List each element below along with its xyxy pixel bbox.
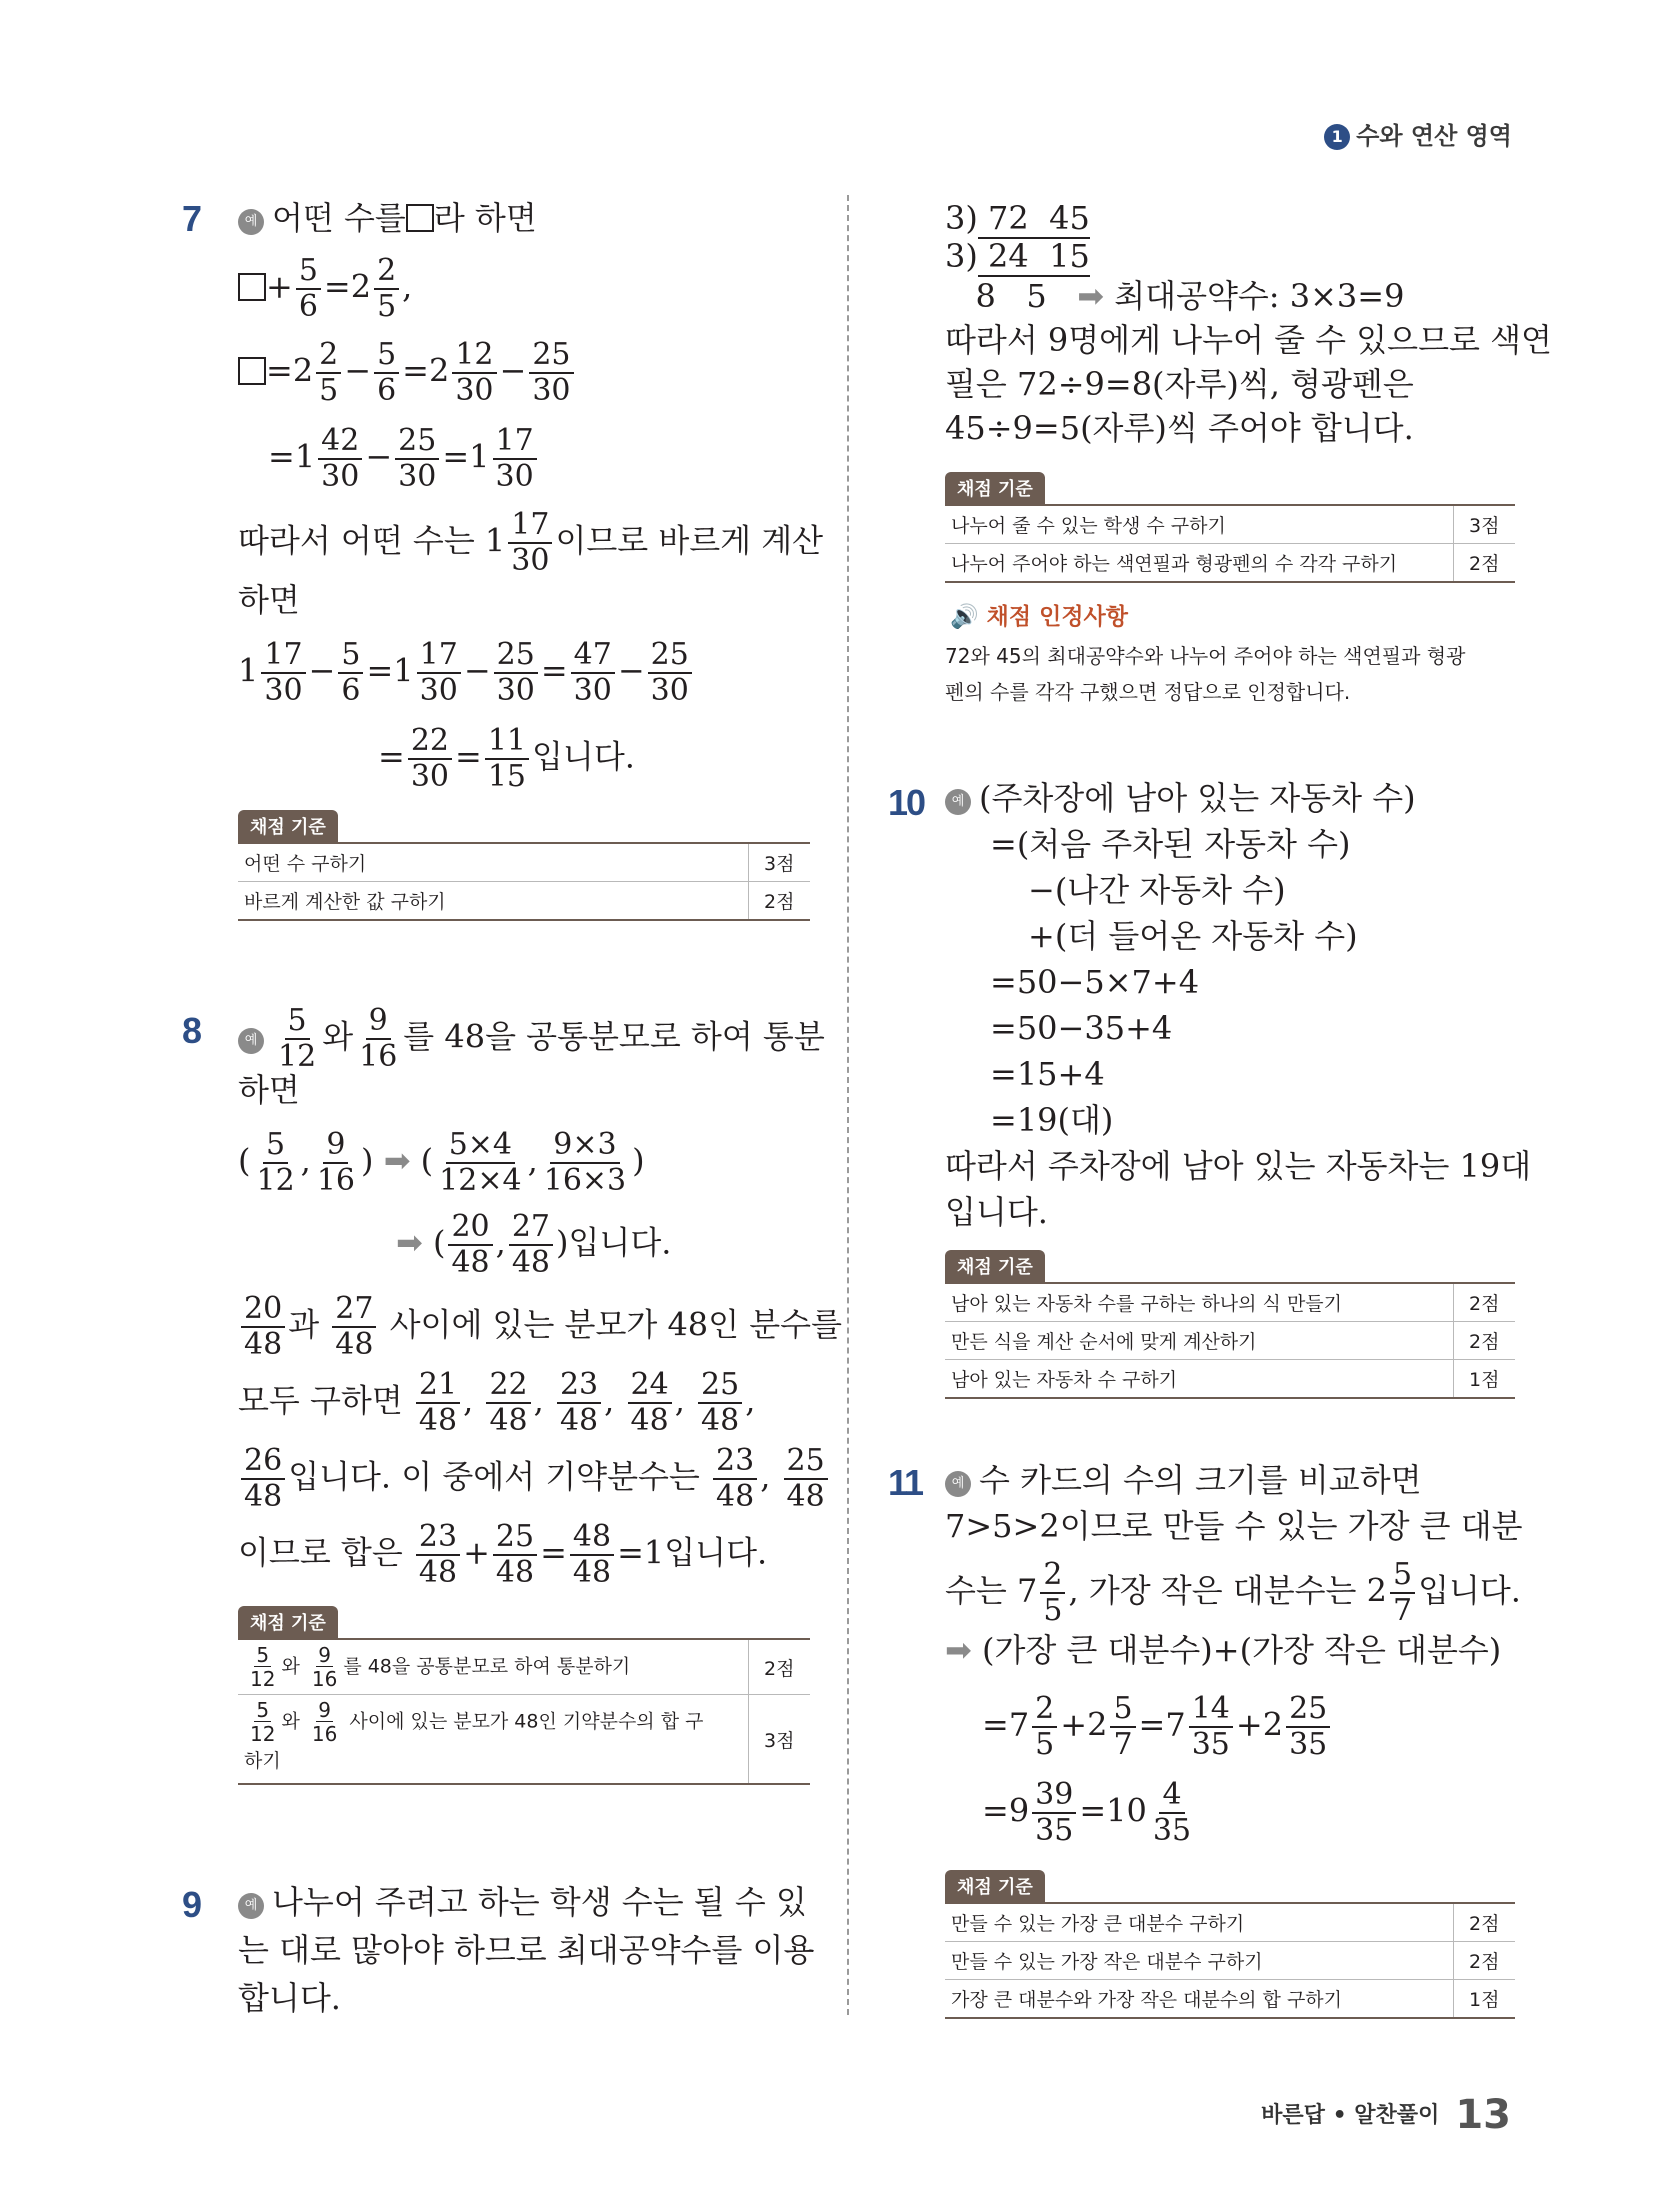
q9-result-line3: 45÷9=5(자루)씩 주어야 합니다. (945, 409, 1414, 447)
arrow-icon: ➡ (383, 1141, 411, 1180)
q8-number: 8 (182, 1010, 201, 1051)
q11-number: 11 (888, 1462, 923, 1503)
q10-number: 10 (888, 782, 925, 823)
q7-line5: 따라서 어떤 수는 1 $\frac{17}{30}$ 이므로 바르게 계산 (238, 507, 824, 578)
q7-line1: 예 어떤 수를 라 하면 (238, 196, 537, 240)
blank-box (238, 273, 266, 301)
blank-box (238, 357, 266, 385)
q7-line4: =1 $\frac{42}{30}$ − $\frac{25}{30}$ =1 $\frac{17}{30}$ (268, 426, 540, 492)
table-row: 남아 있는 자동차 수 구하기 1점 (945, 1360, 1515, 1399)
page-number: 13 (1455, 2092, 1511, 2138)
example-icon: 예 (945, 1471, 971, 1497)
example-icon: 예 (238, 1893, 264, 1919)
grading-tab: 채점 기준 (945, 472, 1045, 504)
q10-line1: 예 (주차장에 남아 있는 자동차 수) (945, 776, 1416, 820)
arrow-icon: ➡ (945, 1631, 972, 1669)
note-line2: 펜의 수를 각각 구했으면 정답으로 인정합니다. (945, 680, 1351, 704)
q7-line7: 1 $\frac{17}{30}$ − $\frac{5}{6}$ =1 $\frac{17}{30}$ − $\frac{25}{30}$ = $\frac{47}{30}$ − $\frac{25}{30}$ (238, 640, 695, 706)
q8-line6: 모두 구하면 $\frac{21}{48}$ , $\frac{22}{48}$ , $\frac{23}{48}$ , $\frac{24}{48}$ , $\frac{25}{48}$ , (238, 1367, 756, 1438)
q7-line6: 하면 (238, 581, 300, 619)
q11-line6: =9 $\frac{39}{35}$ =10 $\frac{4}{35}$ (982, 1777, 1192, 1848)
arrow-icon: ➡ (1077, 277, 1105, 315)
table-row: $\frac{5}{12}$ 와 $\frac{9}{16}$ 사이에 있는 분모가 48인 기약분수의 합 구 하기 3점 (238, 1695, 810, 1785)
q9-grading-table (945, 472, 1515, 583)
column-divider (847, 195, 849, 2015)
grading-tab: 채점 기준 (238, 810, 338, 842)
q10-line2: =(처음 주차된 자동차 수) (990, 825, 1351, 863)
table-row: 나누어 줄 수 있는 학생 수 구하기 3점 (945, 505, 1515, 544)
q10-line8: =19(대) (990, 1101, 1114, 1139)
q8-line4: ➡ ( $\frac{20}{48}$ , $\frac{27}{48}$ )입니다. (396, 1209, 672, 1280)
q8-line3: ( $\frac{5}{12}$ , $\frac{9}{16}$ ) ➡ ( $\frac{5\times 4}{12\times 4}$ , $\frac{9\times 3}{16\times 3}$ ) (238, 1127, 645, 1198)
q10-line3: −(나간 자동차 수) (1028, 871, 1286, 909)
q10-line9: 따라서 주차장에 남아 있는 자동차는 19대 (945, 1147, 1532, 1185)
q8-line2: 하면 (238, 1071, 300, 1109)
table-row: 남아 있는 자동차 수를 구하는 하나의 식 만들기 2점 (945, 1283, 1515, 1322)
q11-line2: 7>5>2이므로 만들 수 있는 가장 큰 대분 (945, 1507, 1523, 1545)
example-icon: 예 (945, 789, 971, 815)
section-header (1324, 116, 1512, 151)
q9-result-line1: 따라서 9명에게 나누어 줄 수 있으므로 색연 (945, 321, 1552, 359)
q9-line1: 예 나누어 주려고 하는 학생 수는 될 수 있 (238, 1880, 807, 1924)
table-row: 나누어 주어야 하는 색연필과 형광펜의 수 각각 구하기 2점 (945, 544, 1515, 583)
q7-line8: = $\frac{22}{30}$ = $\frac{11}{15}$ 입니다. (378, 723, 635, 794)
example-icon: 예 (238, 209, 264, 235)
q9-line2: 는 대로 많아야 하므로 최대공약수를 이용 (238, 1931, 815, 1969)
q11-line1: 예 수 카드의 수의 크기를 비교하면 (945, 1458, 1422, 1502)
q11-grading-table (945, 1870, 1515, 2019)
table-row: 가장 큰 대분수와 가장 작은 대분수의 합 구하기 1점 (945, 1980, 1515, 2019)
page-footer (1261, 2092, 1511, 2138)
blank-box (406, 204, 434, 232)
grading-tab: 채점 기준 (238, 1606, 338, 1638)
table-row: 만든 식을 계산 순서에 맞게 계산하기 2점 (945, 1322, 1515, 1360)
q7-line2: + $\frac{5}{6}$ =2 $\frac{2}{5}$ , (238, 256, 412, 322)
q8-line1: 예 $\frac{5}{12}$ 와 $\frac{9}{16}$ 를 48을 공통분모로 하여 통분 (238, 1006, 825, 1072)
table-row: $\frac{5}{12}$ 와 $\frac{9}{16}$ 를 48을 공통분모로 하여 통분하기 2점 (238, 1639, 810, 1695)
table-row: 어떤 수 구하기 3점 (238, 843, 810, 882)
q9-number: 9 (182, 1884, 201, 1925)
note-title: 🔊 채점 인정사항 (950, 604, 1128, 630)
grading-tab: 채점 기준 (945, 1870, 1045, 1902)
q11-line3: 수는 7 $\frac{2}{5}$ , 가장 작은 대분수는 2 $\frac{5}{7}$ 입니다. (945, 1557, 1521, 1628)
q9-result-line2: 필은 72÷9=8(자루)씩, 형광펜은 (945, 365, 1414, 403)
q9-division-row2: 3) 24 15 (945, 237, 1090, 275)
q10-line5: =50−5×7+4 (990, 963, 1200, 1001)
section-number: 1 (1324, 124, 1350, 150)
q11-line5: =7 $\frac{2}{5}$ +2 $\frac{5}{7}$ =7 $\frac{14}{35}$ +2 $\frac{25}{35}$ (982, 1694, 1333, 1760)
q8-line5: $\frac{20}{48}$ 과 $\frac{27}{48}$ 사이에 있는 분모가 48인 분수를 (238, 1294, 842, 1360)
table-row: 바르게 계산한 값 구하기 2점 (238, 882, 810, 921)
q7-grading-table (238, 810, 810, 921)
note-line1: 72와 45의 최대공약수와 나누어 주어야 하는 색연필과 형광 (945, 644, 1466, 668)
q9-division-row1: 3) 72 45 (945, 199, 1090, 237)
footer-label: 바른답 • 알찬풀이 (1261, 2103, 1440, 2128)
table-row: 만들 수 있는 가장 작은 대분수 구하기 2점 (945, 1942, 1515, 1980)
q9-division-row3: 8 5 ➡ 최대공약수: 3×3=9 (975, 277, 1405, 315)
q8-line8: 이므로 합은 $\frac{23}{48}$ + $\frac{25}{48}$ = $\frac{48}{48}$ =1입니다. (238, 1519, 768, 1590)
table-row: 만들 수 있는 가장 큰 대분수 구하기 2점 (945, 1903, 1515, 1942)
q7-number: 7 (182, 198, 201, 239)
arrow-icon: ➡ (396, 1223, 423, 1262)
q10-line6: =50−35+4 (990, 1009, 1173, 1047)
q10-line10: 입니다. (945, 1193, 1048, 1231)
q7-line3: =2 $\frac{2}{5}$ − $\frac{5}{6}$ =2 $\frac{12}{30}$ − $\frac{25}{30}$ (238, 340, 577, 406)
q11-line4: ➡ (가장 큰 대분수)+(가장 작은 대분수) (945, 1631, 1502, 1669)
section-title: 수와 연산 영역 (1356, 122, 1512, 150)
speaker-icon: 🔊 (950, 604, 979, 630)
example-icon: 예 (238, 1028, 264, 1054)
q10-line7: =15+4 (990, 1055, 1105, 1093)
q8-line7: $\frac{26}{48}$ 입니다. 이 중에서 기약분수는 $\frac{23}{48}$ , $\frac{25}{48}$ (238, 1446, 831, 1512)
q9-line3: 합니다. (238, 1979, 341, 2017)
grading-tab: 채점 기준 (945, 1250, 1045, 1282)
q10-grading-table (945, 1250, 1515, 1399)
q8-grading-table (238, 1606, 810, 1785)
q10-line4: +(더 들어온 자동차 수) (1028, 917, 1358, 955)
